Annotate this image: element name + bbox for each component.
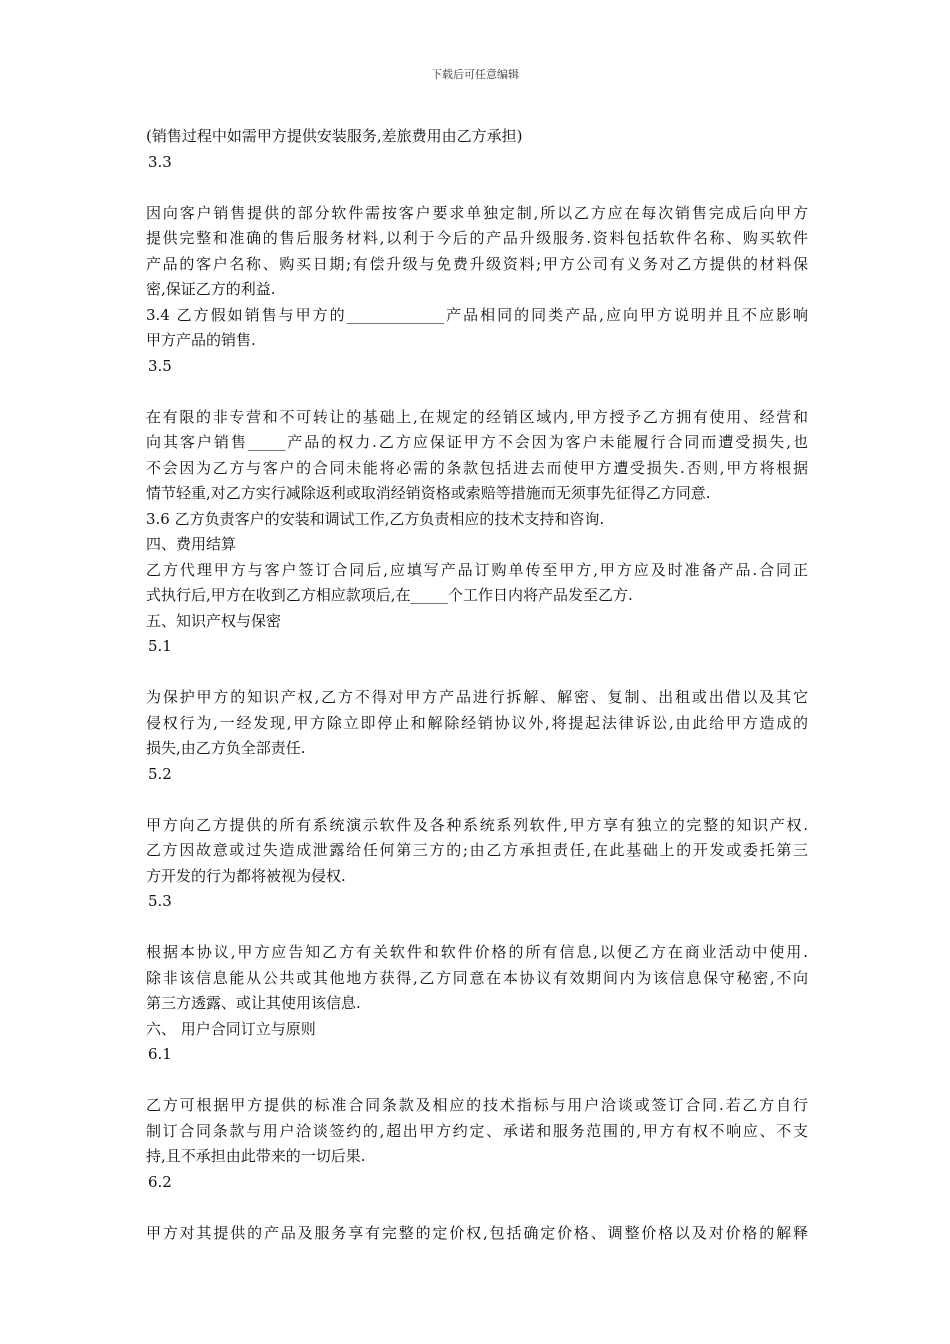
text-line: 根据本协议,甲方应告知乙方有关软件和软件价格的所有信息,以便乙方在商业活动中使用. (146, 943, 808, 961)
blank-line (146, 175, 808, 201)
clause-number: 6.2 (148, 1172, 172, 1191)
text-line: 甲方向乙方提供的所有系统演示软件及各种系统系列软件,甲方享有独立的完整的知识产权. (146, 815, 808, 834)
blank-line (146, 915, 808, 941)
section-heading: 四、费用结算 (146, 535, 237, 553)
text-line: 乙方可根据甲方提供的标准合同条款及相应的技术指标与用户洽谈或签订合同.若乙方自行 (146, 1096, 808, 1114)
text-line: 持,且不承担由此带来的一切后果. (146, 1147, 366, 1165)
blank-line (146, 1068, 808, 1094)
text-line: 产品的客户名称、购买日期;有偿升级与免费升级资料;甲方公司有义务对乙方提供的材料保 (146, 254, 808, 273)
blank-line (146, 787, 808, 813)
text-line: 3.6 乙方负责客户的安装和调试工作,乙方负责相应的技术支持和咨询. (146, 509, 605, 528)
text-line: 甲方产品的销售. (146, 331, 256, 349)
text-line: 式执行后,甲方在收到乙方相应款项后,在_____个工作日内将产品发至乙方. (146, 586, 633, 604)
clause-number: 5.1 (148, 637, 172, 655)
clause-number: 3.5 (148, 356, 172, 375)
blank-line (146, 1195, 808, 1221)
blank-line (146, 660, 808, 686)
blank-line (146, 379, 808, 405)
section-heading: 六、 用户合同订立与原则 (146, 1019, 316, 1038)
text-line: 向其客户销售_____产品的权力.乙方应保证甲方不会因为客户未能履行合同而遭受损失,也 (146, 433, 808, 451)
text-line: 制订合同条款与用户洽谈签约的,超出甲方约定、承诺和服务范围的,甲方有权不响应、不支 (146, 1121, 808, 1140)
document-body (146, 124, 808, 1246)
text-line: 乙方代理甲方与客户签订合同后,应填写产品订购单传至甲方,甲方应及时准备产品.合同正 (146, 560, 808, 579)
text-line: 不会因为乙方与客户的合同未能将必需的条款包括进去而使甲方遭受损失.否则,甲方将根据 (146, 458, 808, 477)
text-line: 除非该信息能从公共或其他地方获得,乙方同意在本协议有效期间内为该信息保守秘密,不向 (146, 968, 808, 987)
clause-number: 6.1 (148, 1045, 172, 1063)
text-line: (销售过程中如需甲方提供安装服务,差旅费用由乙方承担) (146, 127, 523, 145)
text-line: 甲方对其提供的产品及服务享有完整的定价权,包括确定价格、调整价格以及对价格的解释 (146, 1223, 808, 1242)
text-line: 方开发的行为都将被视为侵权. (146, 866, 346, 885)
clause-number: 3.3 (148, 152, 172, 171)
text-line: 情节轻重,对乙方实行减除返利或取消经销资格或索赔等措施而无须事先征得乙方同意. (146, 484, 711, 502)
text-line: 乙方因故意或过失造成泄露给任何第三方的;由乙方承担责任,在此基础上的开发或委托第三 (146, 841, 808, 859)
page-header: 下载后可任意编辑 (431, 68, 519, 81)
text-line: 3.4 乙方假如销售与甲方的_____________产品相同的同类产品,应向甲方说明并且不应影响 (146, 305, 808, 324)
text-line: 因向客户销售提供的部分软件需按客户要求单独定制,所以乙方应在每次销售完成后向甲方 (146, 203, 808, 222)
text-line: 侵权行为,一经发现,甲方除立即停止和解除经销协议外,将提起法律诉讼,由此给甲方造成的 (146, 713, 808, 732)
text-line: 在有限的非专营和不可转让的基础上,在规定的经销区域内,甲方授予乙方拥有使用、经营和 (146, 407, 808, 426)
text-line: 损失,由乙方负全部责任. (146, 739, 306, 757)
text-line: 为保护甲方的知识产权,乙方不得对甲方产品进行拆解、解密、复制、出租或出借以及其它 (146, 688, 808, 706)
text-line: 第三方透露、或让其使用该信息. (146, 994, 361, 1012)
clause-number: 5.2 (148, 764, 172, 783)
text-line: 密,保证乙方的利益. (146, 280, 276, 298)
section-heading: 五、知识产权与保密 (146, 611, 282, 630)
text-line: 提供完整和准确的售后服务材料,以利于今后的产品升级服务.资料包括软件名称、购买软件 (146, 229, 808, 247)
clause-number: 5.3 (148, 892, 172, 910)
